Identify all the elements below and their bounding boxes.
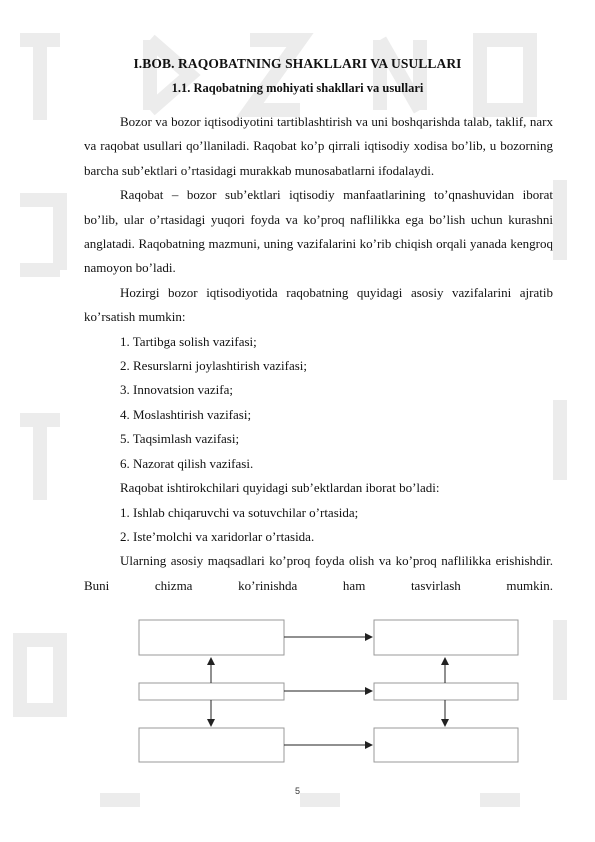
section-heading: 1.1. Raqobatning mohiyati shakllari va usullari xyxy=(171,81,424,95)
function-item: 6. Nazorat qilish vazifasi. xyxy=(120,455,254,471)
function-item: 3. Innovatsion vazifa; xyxy=(120,382,233,398)
chapter-heading: I.BOB. RAQOBATNING SHAKLLARI VA USULLARI xyxy=(133,56,462,71)
diagram-box-mid-left xyxy=(139,683,284,700)
paragraph-2: Raqobat – bozor sub’ektlari iqtisodiy manfaatlarining to’qnashuvidan iborat bo’lib, ular o’rtasidagi yuqori foyda va ko’proq naflilikka ega bo’lish uchun kurashni anglatadi. Raqobatning mazmuni, uning vazifalarini ko’rib chiqish orqali yanada kengroq namoyon bo’ladi. xyxy=(84,187,553,276)
page-number: 5 xyxy=(294,786,300,796)
diagram-box-bottom-right xyxy=(374,728,518,762)
diagram-box-mid-right xyxy=(374,683,518,700)
body-text xyxy=(84,110,553,598)
diagram-box-bottom-left xyxy=(139,728,284,762)
closing-paragraph: Ularning asosiy maqsadlari ko’proq foyda olish va ko’proq naflilikka erishishdir. Buni chizma ko’rinishda ham tasvirlash mumkin. xyxy=(84,553,553,593)
function-item: 4. Moslashtirish vazifasi; xyxy=(120,406,252,422)
paragraph-1: Bozor va bozor iqtisodiyotini tartiblashtirish va uni boshqarishda talab, taklif, narx va raqobat usullari qo’llaniladi. Raqobat ko’p qirrali iqtisodiy xodisa bo’lib, u bozorning barcha sub’ektlari o’rtasidagi murakkab munosabatlarni ifodalaydi. xyxy=(84,114,553,178)
function-item: 5. Taqsimlash vazifasi; xyxy=(120,431,240,447)
participant-item: 1. Ishlab chiqaruvchi va sotuvchilar o’rtasida; xyxy=(120,504,359,520)
function-item: 2. Resurslarni joylashtirish vazifasi; xyxy=(120,358,308,374)
participant-item: 2. Iste’molchi va xaridorlar o’rtasida. xyxy=(120,528,315,544)
function-item: 1. Tartibga solish vazifasi; xyxy=(120,333,257,349)
diagram-box-top-right xyxy=(374,620,518,655)
paragraph-3: Hozirgi bozor iqtisodiyotida raqobatning quyidagi asosiy vazifalarini ajratib ko’rsatish mumkin: xyxy=(84,284,553,325)
diagram-box-top-left xyxy=(139,620,284,655)
participants-intro: Raqobat ishtirokchilari quyidagi sub’ektlardan iborat bo’ladi: xyxy=(120,480,440,496)
